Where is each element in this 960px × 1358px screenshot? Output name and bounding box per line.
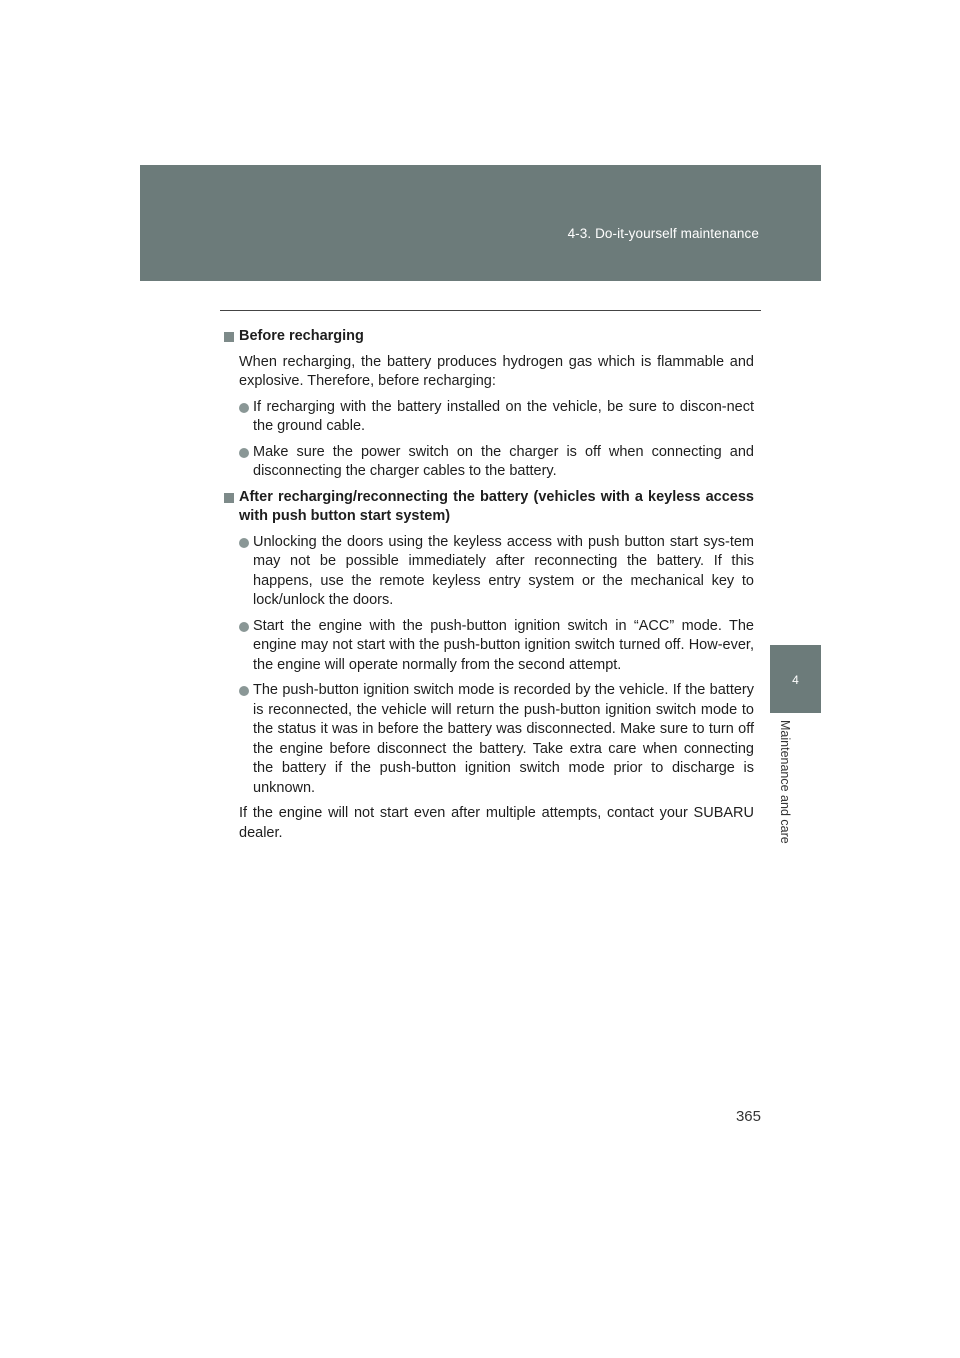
chapter-label: Maintenance and care — [778, 720, 792, 844]
header-band — [140, 165, 821, 281]
circle-bullet-icon — [239, 448, 249, 458]
heading-before-recharging: Before recharging — [224, 327, 754, 347]
paragraph: When recharging, the battery produces hydrogen gas which is flammable and explosive. Therefore, before recharging: — [239, 353, 754, 389]
heading-after-recharging: After recharging/reconnecting the battery (vehicles with a keyless access with push button start system) — [224, 488, 754, 527]
circle-bullet-icon — [239, 538, 249, 548]
page-number: 365 — [735, 1108, 761, 1125]
section-divider — [220, 310, 761, 311]
list-item: Make sure the power switch on the charger is off when connecting and disconnecting the charger cables to the battery. — [224, 443, 754, 482]
square-bullet-icon — [224, 493, 234, 503]
page-content — [224, 327, 754, 849]
circle-bullet-icon — [239, 622, 249, 632]
list-item: The push-button ignition switch mode is recorded by the vehicle. If the battery is reconnected, the vehicle will return the push-button ignition switch mode to the status it was in before the battery was disconnected. Make sure to turn off the engine before disconnect the battery. Take extra care when connecting the battery if the push-button ignition switch mode prior to discharge is unknown. — [224, 681, 754, 798]
chapter-tab — [770, 645, 821, 713]
list-item: Start the engine with the push-button ignition switch in “ACC” mode. The engine may not start with the push-button ignition switch turned off. How-ever, the engine will operate normally from the second attempt. — [224, 617, 754, 676]
chapter-number: 4 — [792, 673, 799, 687]
circle-bullet-icon — [239, 403, 249, 413]
section-title: 4-3. Do-it-yourself maintenance — [567, 226, 759, 241]
square-bullet-icon — [224, 332, 234, 342]
paragraph: If the engine will not start even after multiple attempts, contact your SUBARU dealer. — [239, 805, 754, 841]
circle-bullet-icon — [239, 686, 249, 696]
list-item: If recharging with the battery installed on the vehicle, be sure to discon-nect the ground cable. — [224, 398, 754, 437]
list-item: Unlocking the doors using the keyless access with push button start sys-tem may not be possible immediately after reconnecting the battery. If this happens, use the remote keyless entry system or the mechanical key to lock/unlock the doors. — [224, 533, 754, 611]
